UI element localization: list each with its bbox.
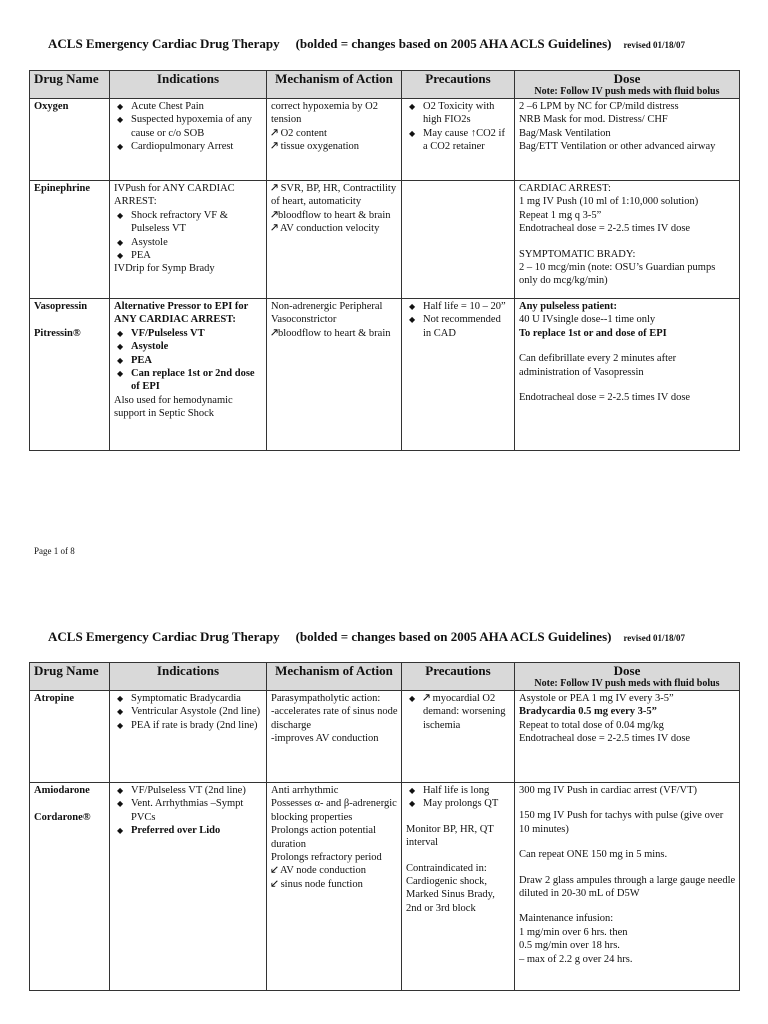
dose-line: 1 mg IV Push (10 ml of 1:10,000 solution) [519,196,699,208]
mechanism-line: AV node conduction [280,865,366,877]
dose-line: 1 mg/min over 6 hrs. then [519,926,628,938]
precautions-cell [402,783,515,991]
mechanism-cell [267,99,402,181]
dose-line: 40 U IVsingle dose--1 time only [519,314,656,326]
drug-name [30,181,110,299]
precaution-text: May cause [423,127,469,139]
mechanism-line: -accelerates rate of sinus node discharge [271,706,398,731]
list-item: ◆ Half life is long [406,784,511,797]
mechanism-line: Parasympatholytic action: [271,693,381,704]
revised-date: revised 01/18/07 [623,633,686,643]
precaution-contra: Contraindicated in: Cardiogenic shock, Marked Sinus Brady, 2nd or 3rd block [406,862,495,914]
dose-line: Bradycardia 0.5 mg every 3-5” [519,706,657,718]
dose-cell [515,181,740,299]
col-dose [515,663,740,691]
dose-line: Bag/Mask Ventilation [519,127,611,139]
spacer [519,236,736,248]
dose-line: 150 mg IV Push for tachys with pulse (give over 10 minutes) [519,810,724,835]
indications-cell [110,181,267,299]
dose-cell [515,99,740,181]
list-item: ◆ VF/Pulseless VT (2nd line) [114,784,263,797]
table-header-row [30,71,740,99]
col-drug-name: Drug Name [30,71,110,99]
list-item: ◆ May prolongs QT [406,797,511,810]
table-row [30,691,740,783]
list-item: ◆ Can replace 1st or 2nd dose of EPI [114,367,263,394]
indication-list [114,209,263,263]
drug-name-amiodarone: Amiodarone [34,785,90,796]
indications-cell [110,691,267,783]
list-item [406,692,511,732]
drug-name-oxygen: Oxygen [34,101,69,112]
table-row [30,783,740,991]
arrow-down-icon: 🡗 [271,878,278,890]
col-indications: Indications [110,71,267,99]
dose-line: CARDIAC ARREST: [519,183,611,194]
list-item: ◆ Asystole [114,236,263,249]
list-item: ◆ Not recommended in CAD [406,313,511,340]
indication-list [114,692,263,732]
drug-name [30,299,110,451]
indication-list [114,784,263,838]
indication-list [114,100,263,154]
list-item: ◆ PEA [114,249,263,262]
indication-intro: Alternative Pressor to EPI for ANY CARDIAC ARREST: [114,301,249,326]
col-mechanism: Mechanism of Action [267,71,402,99]
mechanism-line: Anti arrhythmic [271,785,339,796]
indication-list [114,327,263,394]
mechanism-line: tissue oxygenation [280,141,360,153]
mechanism-line: Prolongs action potential duration [271,825,376,850]
dose-line: Endotracheal dose = 2-2.5 times IV dose [519,733,691,745]
spacer [519,862,736,874]
dose-line: Any pulseless patient: [519,301,618,312]
spacer [406,850,511,862]
list-item: ◆ Asystole [114,340,263,353]
arrow-up-icon: 🡕 [271,327,278,339]
list-item: ◆ Ventricular Asystole (2nd line) [114,705,263,718]
list-item: ◆ VF/Pulseless VT [114,327,263,340]
precaution-monitor: Monitor BP, HR, QT interval [406,823,494,849]
table-row [30,299,740,451]
list-item: ◆ PEA if rate is brady (2nd line) [114,719,263,732]
col-dose [515,71,740,99]
spacer [519,836,736,848]
precautions-cell [402,99,515,181]
mechanism-line: AV conduction velocity [280,223,380,235]
arrow-up-icon: 🡕 [271,183,278,194]
indication-intro: IVPush for ANY CARDIAC ARREST: [114,183,235,208]
precaution-list [406,300,511,340]
drug-name [30,691,110,783]
mechanism-line: SVR, BP, HR, Contractility of heart, automaticity [271,183,397,208]
dose-line: NRB Mask for mod. Distress/ CHF [519,114,668,126]
list-item: ◆ Cardiopulmonary Arrest [114,140,263,153]
mechanism-cell [267,181,402,299]
table-row [30,181,740,299]
arrow-up-icon: 🡕 [271,223,278,235]
dose-cell [515,299,740,451]
mechanism-line: -improves AV conduction [271,733,379,745]
page-title: ACLS Emergency Cardiac Drug Therapy [48,36,280,51]
col-drug-name: Drug Name [30,663,110,691]
arrow-up-icon: ↑ [470,127,477,139]
indication-end: Also used for hemodynamic support in Septic Shock [114,394,233,420]
drug-table [29,70,740,451]
arrow-up-icon: 🡕 [271,209,278,221]
dose-line: Can repeat ONE 150 mg in 5 mins. [519,849,668,861]
precaution-list [406,784,511,811]
col-precautions: Precautions [402,663,515,691]
mechanism-line: correct hypoxemia by O2 tension [271,101,379,126]
page-subtitle: (bolded = changes based on 2005 AHA ACLS Guidelines) [295,36,612,51]
drug-name-epinephrine: Epinephrine [34,183,91,194]
list-item: ◆ Acute Chest Pain [114,100,263,113]
indications-cell [110,783,267,991]
arrow-up-icon: 🡕 [271,141,278,153]
dose-line: 2 – 10 mcg/min (note: OSU’s Guardian pumps only do mcg/kg/min) [519,262,716,287]
arrow-up-icon: 🡕 [271,127,278,139]
drug-name-vasopressin: Vasopressin [34,301,88,312]
col-dose-label: Dose [613,71,641,86]
dose-line: 2 –6 LPM by NC for CP/mild distress [519,101,679,112]
mechanism-line: bloodflow to heart & brain [277,327,391,339]
mechanism-cell [267,691,402,783]
page-subtitle: (bolded = changes based on 2005 AHA ACLS Guidelines) [295,629,612,644]
dose-line: To replace 1st or and dose of EPI [519,327,667,339]
precaution-text: CO2 if a CO2 retainer [423,127,505,153]
mechanism-cell [267,299,402,451]
page-title: ACLS Emergency Cardiac Drug Therapy [48,629,280,644]
list-item: ◆ O2 Toxicity with high FIO2s [406,100,511,127]
dose-line: Can defibrillate every 2 minutes after administration of Vasopressin [519,353,677,378]
mechanism-line: O2 content [280,127,327,139]
dose-line: Draw 2 glass ampules through a large gauge needle diluted in 20-30 mL of D5W [519,874,736,900]
indications-cell [110,299,267,451]
dose-cell [515,691,740,783]
indication-end: IVDrip for Symp Brady [114,263,215,275]
table-row [30,99,740,181]
dose-note: Note: Follow IV push meds with fluid bolus [534,86,720,97]
drug-name [30,99,110,181]
mechanism-line: bloodflow to heart & brain [277,209,391,221]
drug-table [29,662,740,991]
precautions-cell [402,181,515,299]
precautions-cell [402,691,515,783]
precaution-text: myocardial O2 demand: worsening ischemia [423,693,506,731]
dose-line: – max of 2.2 g over 24 hrs. [519,953,633,965]
list-item: ◆ Symptomatic Bradycardia [114,692,263,705]
dose-line: Repeat to total dose of 0.04 mg/kg [519,719,664,731]
dose-line: SYMPTOMATIC BRADY: [519,248,636,260]
dose-line: Bag/ETT Ventilation or other advanced airway [519,141,716,153]
page-footer: Page 1 of 8 [34,546,75,556]
table-header-row [30,663,740,691]
list-item: ◆ Shock refractory VF & Pulseless VT [114,209,263,236]
list-item: ◆ Preferred over Lido [114,824,263,837]
dose-line: Repeat 1 mg q 3-5” [519,209,602,221]
spacer [519,340,736,352]
arrow-up-icon: 🡕 [423,693,430,704]
page-header [48,629,738,645]
dose-line: Asystole or PEA 1 mg IV every 3-5” [519,693,674,704]
indications-cell [110,99,267,181]
spacer [519,797,736,809]
precaution-list [406,692,511,732]
col-precautions: Precautions [402,71,515,99]
dose-line: Maintenance infusion: [519,913,614,925]
list-item: ◆ Vent. Arrhythmias –Sympt PVCs [114,797,263,824]
spacer [519,379,736,391]
drug-name [30,783,110,991]
arrow-down-icon: 🡗 [271,865,278,877]
mechanism-line: Possesses α- and β-adrenergic blocking properties [271,798,397,823]
page-header [48,36,738,52]
mechanism-line: Non-adrenergic Peripheral Vasoconstrictor [271,301,383,326]
list-item: ◆ Suspected hypoxemia of any cause or c/o SOB [114,113,263,140]
col-mechanism: Mechanism of Action [267,663,402,691]
dose-line: Endotracheal dose = 2-2.5 times IV dose [519,392,691,404]
dose-line: Endotracheal dose = 2-2.5 times IV dose [519,223,691,235]
mechanism-line: Prolongs refractory period [271,852,382,864]
mechanism-cell [267,783,402,991]
list-item: ◆ PEA [114,354,263,367]
drug-brand-cordarone: Cordarone® [34,812,91,824]
revised-date: revised 01/18/07 [623,40,686,50]
list-item [406,127,511,154]
precaution-list [406,100,511,154]
col-indications: Indications [110,663,267,691]
dose-line: 0.5 mg/min over 18 hrs. [519,940,620,952]
spacer [519,900,736,912]
drug-brand-pitressin: Pitressin® [34,328,81,340]
spacer [406,811,511,823]
precautions-cell [402,299,515,451]
drug-name-atropine: Atropine [34,693,75,704]
col-dose-label: Dose [613,663,641,678]
list-item: ◆ Half life = 10 – 20” [406,300,511,313]
dose-cell [515,783,740,991]
dose-note: Note: Follow IV push meds with fluid bolus [534,678,720,689]
dose-line: 300 mg IV Push in cardiac arrest (VF/VT) [519,785,697,796]
mechanism-line: sinus node function [280,878,363,890]
